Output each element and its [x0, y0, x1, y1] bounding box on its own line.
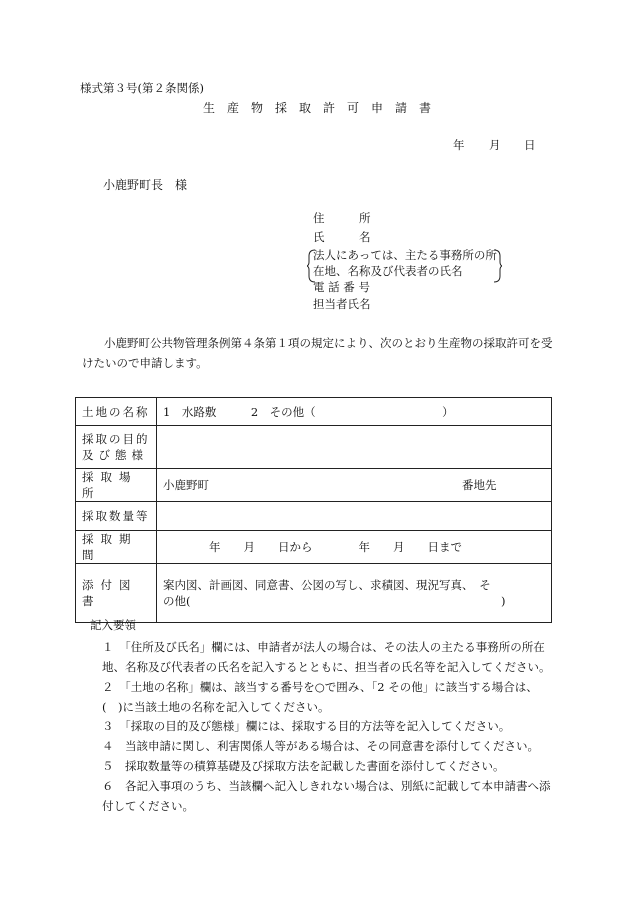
form-number: 様式第３号(第２条関係): [80, 81, 204, 95]
purpose-field[interactable]: [157, 426, 552, 469]
purpose-label: [76, 426, 157, 469]
application-table: [75, 397, 552, 623]
purpose-label-line-1: 採取の目的: [82, 432, 150, 446]
location-field[interactable]: [157, 469, 552, 502]
land-name-field[interactable]: 1 水路敷 2 その他（ ）: [157, 398, 552, 426]
title-char: 物: [251, 101, 264, 115]
title-char: 書: [419, 101, 432, 115]
quantity-field[interactable]: [157, 502, 552, 531]
phone-label: 電 話 番 号: [313, 280, 370, 294]
attachments-line-1: 案内図、計画図、同意書、公図の写し、求積図、現況写真、 そ: [163, 578, 491, 592]
table-row: [76, 469, 552, 502]
title-char: 許: [323, 101, 336, 115]
note-item: ４ 当該申請に関し、利害関係人等がある場合は、その同意書を添付してください。: [102, 739, 539, 753]
corporation-note-line-2: 在地、名称及び代表者の氏名: [313, 264, 463, 278]
title-char: 可: [347, 101, 360, 115]
title-char: 採: [275, 101, 288, 115]
intro-paragraph: 小鹿野町公共物管理条例第４条第１項の規定により、次のとおり生産物の採取許可を受けたいので申請します。: [82, 336, 553, 370]
title-char: 取: [299, 101, 312, 115]
table-row: [76, 502, 552, 531]
corporation-note-line-1: 法人にあっては、主たる事務所の所: [313, 248, 497, 262]
period-field[interactable]: 年 月 日から 年 月 日まで: [157, 531, 552, 564]
note-item: ６ 各記入事項のうち、当該欄へ記入しきれない場合は、別紙に記載して本申請書へ添付してください。: [102, 779, 551, 813]
note-item: ２ 「土地の名称」欄は、該当する番号を○で囲み、「2 その他」に該当する場合は、( )に当該土地の名称を記入してください。: [102, 680, 538, 714]
table-row: [76, 531, 552, 564]
name-label: 氏 名: [313, 230, 371, 244]
land-name-label: 土地の名称: [76, 398, 157, 426]
quantity-label: 採取数量等: [76, 502, 157, 531]
note-item: １ 「住所及び氏名」欄には、申請者が法人の場合は、その法人の主たる事務所の所在地、名称及び代表者の氏名を記入するとともに、担当者の氏名等を記入してください。: [102, 640, 551, 674]
location-label: 採取場所: [76, 469, 157, 502]
table-row: [76, 398, 552, 426]
period-label: 採取期間: [76, 531, 157, 564]
note-item: ３ 「採取の目的及び態様」欄には、採取する目的方法等を記入してください。: [102, 719, 511, 733]
date-year: 年: [453, 138, 465, 152]
attachments-line-2: の他( ): [163, 594, 506, 608]
staff-name-label: 担当者氏名: [313, 297, 371, 311]
attachments-field[interactable]: [157, 564, 552, 623]
title-char: 生: [203, 101, 216, 115]
table-row: [76, 564, 552, 623]
address-label: 住 所: [313, 211, 371, 225]
location-suffix: 番地先: [462, 478, 497, 492]
attachments-label: 添付図書: [76, 564, 157, 623]
title-char: 産: [227, 101, 240, 115]
purpose-label-line-2: 及び態様: [82, 448, 148, 462]
table-row: [76, 426, 552, 469]
title-char: 請: [395, 101, 408, 115]
date-month: 月: [489, 138, 501, 152]
location-town: 小鹿野町: [163, 478, 209, 492]
addressee: 小鹿野町長 様: [103, 178, 188, 192]
note-item: ５ 採取数量等の積算基礎及び採取方法を記載した書面を添付してください。: [102, 759, 505, 773]
date-day: 日: [524, 138, 536, 152]
title-char: 申: [371, 101, 384, 115]
notes-heading: 記入要領: [90, 618, 136, 632]
